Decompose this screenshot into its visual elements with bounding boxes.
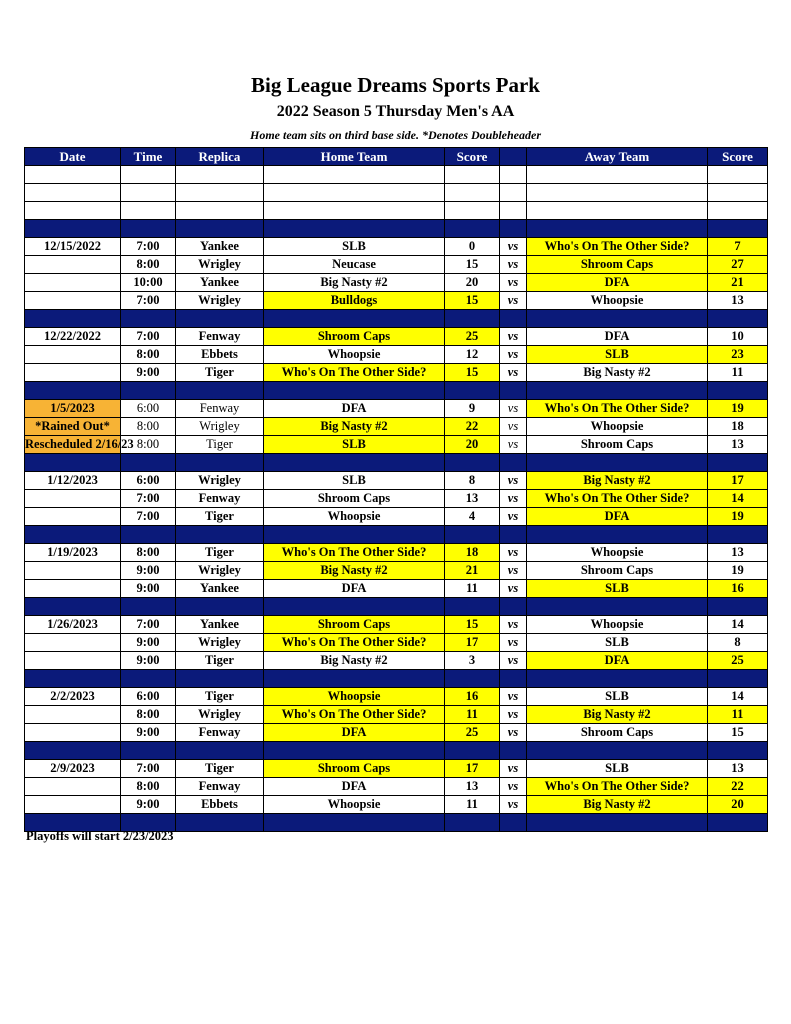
game-date <box>25 652 121 670</box>
game-time: 6:00 <box>121 688 176 706</box>
away-score: 15 <box>708 724 768 742</box>
game-date <box>25 508 121 526</box>
game-time: 8:00 <box>121 544 176 562</box>
game-row <box>25 652 768 670</box>
game-field: Wrigley <box>176 634 264 652</box>
game-row <box>25 544 768 562</box>
home-score: 20 <box>445 436 500 454</box>
header-row <box>25 148 768 166</box>
game-field: Tiger <box>176 652 264 670</box>
game-time: 9:00 <box>121 796 176 814</box>
home-score: 13 <box>445 778 500 796</box>
game-field: Wrigley <box>176 472 264 490</box>
game-time: 9:00 <box>121 724 176 742</box>
vs-label: vs <box>500 328 527 346</box>
game-field: Ebbets <box>176 346 264 364</box>
game-date: 1/19/2023 <box>25 544 121 562</box>
game-date: 12/22/2022 <box>25 328 121 346</box>
home-score: 25 <box>445 328 500 346</box>
home-score: 17 <box>445 634 500 652</box>
game-field: Fenway <box>176 328 264 346</box>
blank-row <box>25 202 768 220</box>
home-score: 11 <box>445 796 500 814</box>
away-team: Whoopsie <box>527 418 708 436</box>
away-team: Big Nasty #2 <box>527 706 708 724</box>
away-score: 19 <box>708 562 768 580</box>
game-row <box>25 418 768 436</box>
vs-label: vs <box>500 562 527 580</box>
game-time: 7:00 <box>121 760 176 778</box>
vs-label: vs <box>500 796 527 814</box>
away-team: Big Nasty #2 <box>527 472 708 490</box>
game-field: Wrigley <box>176 418 264 436</box>
home-score: 12 <box>445 346 500 364</box>
vs-label: vs <box>500 778 527 796</box>
away-team: Whoopsie <box>527 616 708 634</box>
game-date <box>25 634 121 652</box>
home-score: 15 <box>445 616 500 634</box>
game-row <box>25 616 768 634</box>
column-header-away-team: Away Team <box>527 148 708 166</box>
away-score: 8 <box>708 634 768 652</box>
game-date: Rescheduled 2/16/23 <box>25 436 121 454</box>
home-team: Who's On The Other Side? <box>264 364 445 382</box>
game-date <box>25 580 121 598</box>
season-subtitle: 2022 Season 5 Thursday Men's AA <box>276 103 515 120</box>
week-separator <box>25 670 768 688</box>
game-field: Fenway <box>176 400 264 418</box>
home-team: Who's On The Other Side? <box>264 706 445 724</box>
game-time: 8:00 <box>121 418 176 436</box>
game-date: 2/9/2023 <box>25 760 121 778</box>
game-time: 7:00 <box>121 292 176 310</box>
home-team: SLB <box>264 436 445 454</box>
game-time: 8:00 <box>121 778 176 796</box>
away-team: Big Nasty #2 <box>527 364 708 382</box>
game-date <box>25 778 121 796</box>
game-field: Tiger <box>176 364 264 382</box>
vs-label: vs <box>500 400 527 418</box>
away-team: Whoopsie <box>527 544 708 562</box>
column-header-date: Date <box>25 148 121 166</box>
home-score: 15 <box>445 256 500 274</box>
vs-label: vs <box>500 688 527 706</box>
game-date <box>25 292 121 310</box>
game-field: Yankee <box>176 616 264 634</box>
vs-label: vs <box>500 274 527 292</box>
game-field: Wrigley <box>176 292 264 310</box>
away-score: 16 <box>708 580 768 598</box>
game-date <box>25 724 121 742</box>
column-header-home-score: Score <box>445 148 500 166</box>
vs-label: vs <box>500 364 527 382</box>
game-row <box>25 490 768 508</box>
home-team: Whoopsie <box>264 346 445 364</box>
game-date <box>25 364 121 382</box>
game-time: 10:00 <box>121 274 176 292</box>
away-score: 13 <box>708 544 768 562</box>
away-score: 19 <box>708 508 768 526</box>
game-field: Wrigley <box>176 706 264 724</box>
game-time: 7:00 <box>121 616 176 634</box>
schedule-note: Home team sits on third base side. *Denotes Doubleheader <box>250 128 541 142</box>
vs-label: vs <box>500 616 527 634</box>
vs-label: vs <box>500 724 527 742</box>
vs-label: vs <box>500 652 527 670</box>
home-score: 8 <box>445 472 500 490</box>
game-field: Fenway <box>176 778 264 796</box>
away-score: 11 <box>708 364 768 382</box>
game-date <box>25 346 121 364</box>
away-score: 27 <box>708 256 768 274</box>
game-time: 9:00 <box>121 580 176 598</box>
home-team: DFA <box>264 400 445 418</box>
away-team: Shroom Caps <box>527 562 708 580</box>
vs-label: vs <box>500 706 527 724</box>
game-field: Fenway <box>176 490 264 508</box>
game-row <box>25 400 768 418</box>
game-date <box>25 796 121 814</box>
home-score: 25 <box>445 724 500 742</box>
home-team: Big Nasty #2 <box>264 652 445 670</box>
away-score: 13 <box>708 760 768 778</box>
game-field: Wrigley <box>176 562 264 580</box>
away-score: 14 <box>708 490 768 508</box>
away-score: 13 <box>708 436 768 454</box>
vs-label: vs <box>500 760 527 778</box>
column-header-away-score: Score <box>708 148 768 166</box>
vs-label: vs <box>500 544 527 562</box>
away-score: 10 <box>708 328 768 346</box>
home-team: Whoopsie <box>264 688 445 706</box>
game-row <box>25 346 768 364</box>
away-team: Who's On The Other Side? <box>527 490 708 508</box>
game-field: Yankee <box>176 580 264 598</box>
schedule-body <box>25 166 768 832</box>
away-team: SLB <box>527 346 708 364</box>
game-time: 9:00 <box>121 562 176 580</box>
game-date <box>25 256 121 274</box>
vs-label: vs <box>500 292 527 310</box>
game-row <box>25 634 768 652</box>
home-team: DFA <box>264 580 445 598</box>
week-separator <box>25 742 768 760</box>
game-date <box>25 562 121 580</box>
game-field: Yankee <box>176 238 264 256</box>
home-team: Neucase <box>264 256 445 274</box>
game-time: 9:00 <box>121 364 176 382</box>
away-score: 13 <box>708 292 768 310</box>
away-score: 18 <box>708 418 768 436</box>
home-team: Shroom Caps <box>264 490 445 508</box>
game-date <box>25 706 121 724</box>
away-score: 25 <box>708 652 768 670</box>
home-team: DFA <box>264 724 445 742</box>
game-row <box>25 292 768 310</box>
vs-label: vs <box>500 418 527 436</box>
game-time: 7:00 <box>121 328 176 346</box>
game-row <box>25 364 768 382</box>
game-row <box>25 238 768 256</box>
game-field: Tiger <box>176 688 264 706</box>
home-team: DFA <box>264 778 445 796</box>
game-time: 8:00 <box>121 436 176 454</box>
away-team: Who's On The Other Side? <box>527 238 708 256</box>
away-team: Shroom Caps <box>527 436 708 454</box>
home-team: SLB <box>264 238 445 256</box>
vs-label: vs <box>500 346 527 364</box>
home-score: 4 <box>445 508 500 526</box>
game-time: 8:00 <box>121 346 176 364</box>
game-row <box>25 778 768 796</box>
home-score: 3 <box>445 652 500 670</box>
vs-label: vs <box>500 436 527 454</box>
away-team: SLB <box>527 760 708 778</box>
game-time: 9:00 <box>121 634 176 652</box>
game-field: Tiger <box>176 508 264 526</box>
game-row <box>25 706 768 724</box>
vs-label: vs <box>500 490 527 508</box>
home-score: 15 <box>445 292 500 310</box>
game-row <box>25 760 768 778</box>
home-score: 16 <box>445 688 500 706</box>
home-team: Shroom Caps <box>264 760 445 778</box>
game-row <box>25 328 768 346</box>
home-score: 0 <box>445 238 500 256</box>
game-date: 2/2/2023 <box>25 688 121 706</box>
vs-label: vs <box>500 472 527 490</box>
week-separator <box>25 310 768 328</box>
home-score: 22 <box>445 418 500 436</box>
game-row <box>25 256 768 274</box>
game-date: 1/12/2023 <box>25 472 121 490</box>
column-header-vs <box>500 148 527 166</box>
home-team: Big Nasty #2 <box>264 274 445 292</box>
game-row <box>25 796 768 814</box>
away-score: 14 <box>708 688 768 706</box>
home-team: Who's On The Other Side? <box>264 634 445 652</box>
home-team: Big Nasty #2 <box>264 418 445 436</box>
home-team: Whoopsie <box>264 508 445 526</box>
game-row <box>25 724 768 742</box>
playoffs-note: Playoffs will start 2/23/2023 <box>26 829 174 843</box>
away-team: Who's On The Other Side? <box>527 778 708 796</box>
blank-row <box>25 184 768 202</box>
game-row <box>25 580 768 598</box>
game-row <box>25 562 768 580</box>
game-time: 8:00 <box>121 706 176 724</box>
game-row <box>25 688 768 706</box>
game-time: 7:00 <box>121 508 176 526</box>
vs-label: vs <box>500 238 527 256</box>
week-separator <box>25 526 768 544</box>
home-score: 21 <box>445 562 500 580</box>
schedule-table <box>24 147 768 832</box>
game-field: Tiger <box>176 436 264 454</box>
home-team: Whoopsie <box>264 796 445 814</box>
away-team: SLB <box>527 634 708 652</box>
home-team: Big Nasty #2 <box>264 562 445 580</box>
game-time: 6:00 <box>121 472 176 490</box>
away-score: 19 <box>708 400 768 418</box>
game-date <box>25 274 121 292</box>
away-score: 21 <box>708 274 768 292</box>
game-time: 7:00 <box>121 490 176 508</box>
home-team: Bulldogs <box>264 292 445 310</box>
game-date: *Rained Out* <box>25 418 121 436</box>
blank-row <box>25 166 768 184</box>
week-separator <box>25 454 768 472</box>
game-field: Fenway <box>176 724 264 742</box>
away-team: Big Nasty #2 <box>527 796 708 814</box>
game-time: 6:00 <box>121 400 176 418</box>
away-score: 23 <box>708 346 768 364</box>
column-header-home-team: Home Team <box>264 148 445 166</box>
home-score: 9 <box>445 400 500 418</box>
home-score: 17 <box>445 760 500 778</box>
away-score: 14 <box>708 616 768 634</box>
vs-label: vs <box>500 508 527 526</box>
game-field: Ebbets <box>176 796 264 814</box>
game-field: Yankee <box>176 274 264 292</box>
game-row <box>25 436 768 454</box>
game-date: 1/26/2023 <box>25 616 121 634</box>
game-time: 9:00 <box>121 652 176 670</box>
vs-label: vs <box>500 580 527 598</box>
home-team: Who's On The Other Side? <box>264 544 445 562</box>
vs-label: vs <box>500 256 527 274</box>
home-team: Shroom Caps <box>264 328 445 346</box>
home-score: 18 <box>445 544 500 562</box>
game-row <box>25 274 768 292</box>
game-field: Wrigley <box>176 256 264 274</box>
game-row <box>25 508 768 526</box>
game-row <box>25 472 768 490</box>
away-score: 17 <box>708 472 768 490</box>
column-header-replica: Replica <box>176 148 264 166</box>
game-date <box>25 490 121 508</box>
game-field: Tiger <box>176 760 264 778</box>
home-score: 13 <box>445 490 500 508</box>
away-team: DFA <box>527 274 708 292</box>
away-team: DFA <box>527 652 708 670</box>
home-team: SLB <box>264 472 445 490</box>
home-score: 11 <box>445 580 500 598</box>
away-score: 11 <box>708 706 768 724</box>
away-score: 7 <box>708 238 768 256</box>
away-team: Who's On The Other Side? <box>527 400 708 418</box>
game-date: 12/15/2022 <box>25 238 121 256</box>
week-separator <box>25 382 768 400</box>
game-time: 8:00 <box>121 256 176 274</box>
away-team: DFA <box>527 508 708 526</box>
away-team: SLB <box>527 580 708 598</box>
away-team: DFA <box>527 328 708 346</box>
game-field: Tiger <box>176 544 264 562</box>
week-separator <box>25 598 768 616</box>
away-score: 20 <box>708 796 768 814</box>
home-team: Shroom Caps <box>264 616 445 634</box>
game-date: 1/5/2023 <box>25 400 121 418</box>
page-title: Big League Dreams Sports Park <box>251 73 540 97</box>
column-header-time: Time <box>121 148 176 166</box>
week-separator <box>25 220 768 238</box>
away-team: Whoopsie <box>527 292 708 310</box>
away-score: 22 <box>708 778 768 796</box>
away-team: SLB <box>527 688 708 706</box>
home-score: 20 <box>445 274 500 292</box>
home-score: 11 <box>445 706 500 724</box>
home-score: 15 <box>445 364 500 382</box>
away-team: Shroom Caps <box>527 724 708 742</box>
vs-label: vs <box>500 634 527 652</box>
away-team: Shroom Caps <box>527 256 708 274</box>
game-time: 7:00 <box>121 238 176 256</box>
